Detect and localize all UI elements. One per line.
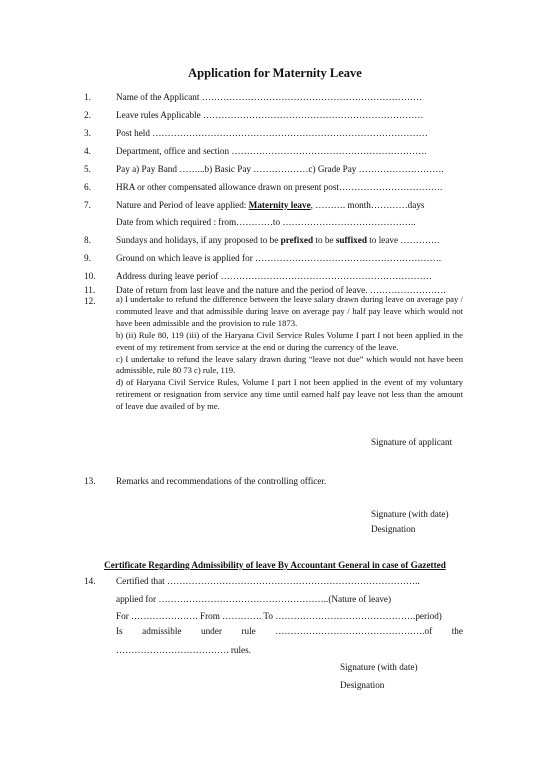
item-text: Leave rules Applicable ……………………………………………………………… xyxy=(116,110,424,120)
suffixed-keyword: suffixed xyxy=(335,235,367,245)
item-14-admissible-line xyxy=(116,626,463,636)
item-text: Name of the Applicant ……………………………………………………………… xyxy=(116,92,423,102)
word: Is xyxy=(116,626,123,636)
undertaking-b: b) (ii) Rule 80, 119 (iii) of the Haryana Civil Service Rules Volume I part I not been applied in the event of my retirement from service at the end or during the currency of the leave. xyxy=(116,329,463,352)
item-text: Address during leave periof …………………………………………………………… xyxy=(116,271,432,281)
item-text: Ground on which leave is applied for ……………………………………………………. xyxy=(116,253,442,263)
word: ………………………………………….of xyxy=(275,626,433,636)
controlling-officer-designation: Designation xyxy=(371,524,416,534)
form-item-6 xyxy=(0,180,550,194)
form-item-2 xyxy=(0,108,550,122)
item-number: 9. xyxy=(84,253,91,263)
item-text: HRA or other compensated allowance drawn on present post……………………………. xyxy=(116,182,443,192)
certificate-heading: Certificate Regarding Admissibility of leave By Accountant General in case of Gazetted xyxy=(104,560,446,570)
word: under xyxy=(200,626,222,636)
item-text: Pay a) Pay Band ……...b) Basic Pay ………………c) Grade Pay ………………………. xyxy=(116,164,444,174)
maternity-leave-keyword: Maternity leave xyxy=(248,200,311,210)
form-item-3 xyxy=(0,126,550,140)
signature-of-applicant: Signature of applicant xyxy=(371,437,453,447)
form-item-14 xyxy=(0,574,550,588)
page-title: Application for Maternity Leave xyxy=(188,66,362,80)
word: admissible xyxy=(142,626,182,636)
undertaking-d: d) of Haryana Civil Service Rules, Volume I part I not been applied in the event of my voluntary retirement or resignation from service any time until earned half pay leave not less than the amount of leave due availed of by me. xyxy=(116,377,463,412)
item-14-rules: ………………………………. rules. xyxy=(116,645,251,655)
undertaking-a: a) I undertake to refund the difference between the leave salary drawn during leave on average pay / commuted leave and that admissible during leave on average pay / half pay leave which would not have been admissible and the provision to rule 1873. xyxy=(116,294,463,328)
item-text-part: Sundays and holidays, if any proposed to be xyxy=(116,235,281,245)
item-number: 11. xyxy=(84,285,96,295)
item-number: 4. xyxy=(84,146,91,156)
item-number: 7. xyxy=(84,200,91,210)
item-text: Department, office and section ………………………………………………………. xyxy=(116,146,427,156)
word: rule xyxy=(241,626,256,636)
item-text: Post held ……………………………………………………………………………… xyxy=(116,128,428,138)
item-text: Certified that ……………………………………………………………………….. xyxy=(116,576,420,586)
item-number: 10. xyxy=(84,271,96,281)
form-item-13 xyxy=(0,474,550,488)
item-number: 5. xyxy=(84,164,91,174)
form-item-5 xyxy=(0,162,550,176)
item-number: 12. xyxy=(84,296,96,306)
accountant-general-designation: Designation xyxy=(340,680,385,690)
item-text xyxy=(116,233,439,247)
accountant-general-signature: Signature (with date) xyxy=(340,662,418,672)
item-number: 2. xyxy=(84,110,91,120)
item-text: Remarks and recommendations of the controlling officer. xyxy=(116,476,327,486)
item-number: 14. xyxy=(84,576,96,586)
item-text: Date of return from last leave and the nature and the period of leave. ……………………. xyxy=(116,285,446,295)
item-14-period: For …………………. From …………. To ……………………………………….period) xyxy=(116,611,442,621)
item-number: 8. xyxy=(84,235,91,245)
item-text xyxy=(116,198,425,212)
form-item-9 xyxy=(0,251,550,265)
undertaking-c: c) I undertake to refund the leave salary drawn during “leave not due” which would not have been admissible, rule 80 73 c) rule, 119. xyxy=(116,353,463,376)
undertaking-paragraphs xyxy=(116,294,463,413)
item-number: 1. xyxy=(84,92,91,102)
item-number: 13. xyxy=(84,476,96,486)
item-number: 3. xyxy=(84,128,91,138)
form-item-7-date-line: Date from which required : from…………to …………………………………….. xyxy=(116,217,416,227)
form-item-8 xyxy=(0,233,550,247)
form-item-7 xyxy=(0,198,550,212)
item-text-part: to leave …………. xyxy=(366,235,440,245)
item-text-part: , ………. month…………days xyxy=(310,200,425,210)
form-item-4 xyxy=(0,144,550,158)
item-number: 6. xyxy=(84,182,91,192)
item-text-part: to be xyxy=(313,235,336,245)
form-item-1 xyxy=(0,90,550,104)
controlling-officer-signature: Signature (with date) xyxy=(371,509,449,519)
form-item-10 xyxy=(0,269,550,283)
item-text-part: Nature and Period of leave applied: xyxy=(116,200,249,210)
item-14-applied-for: applied for ………………………………………………..(Nature of leave) xyxy=(116,594,392,604)
word: the xyxy=(451,626,463,636)
prefixed-keyword: prefixed xyxy=(280,235,314,245)
